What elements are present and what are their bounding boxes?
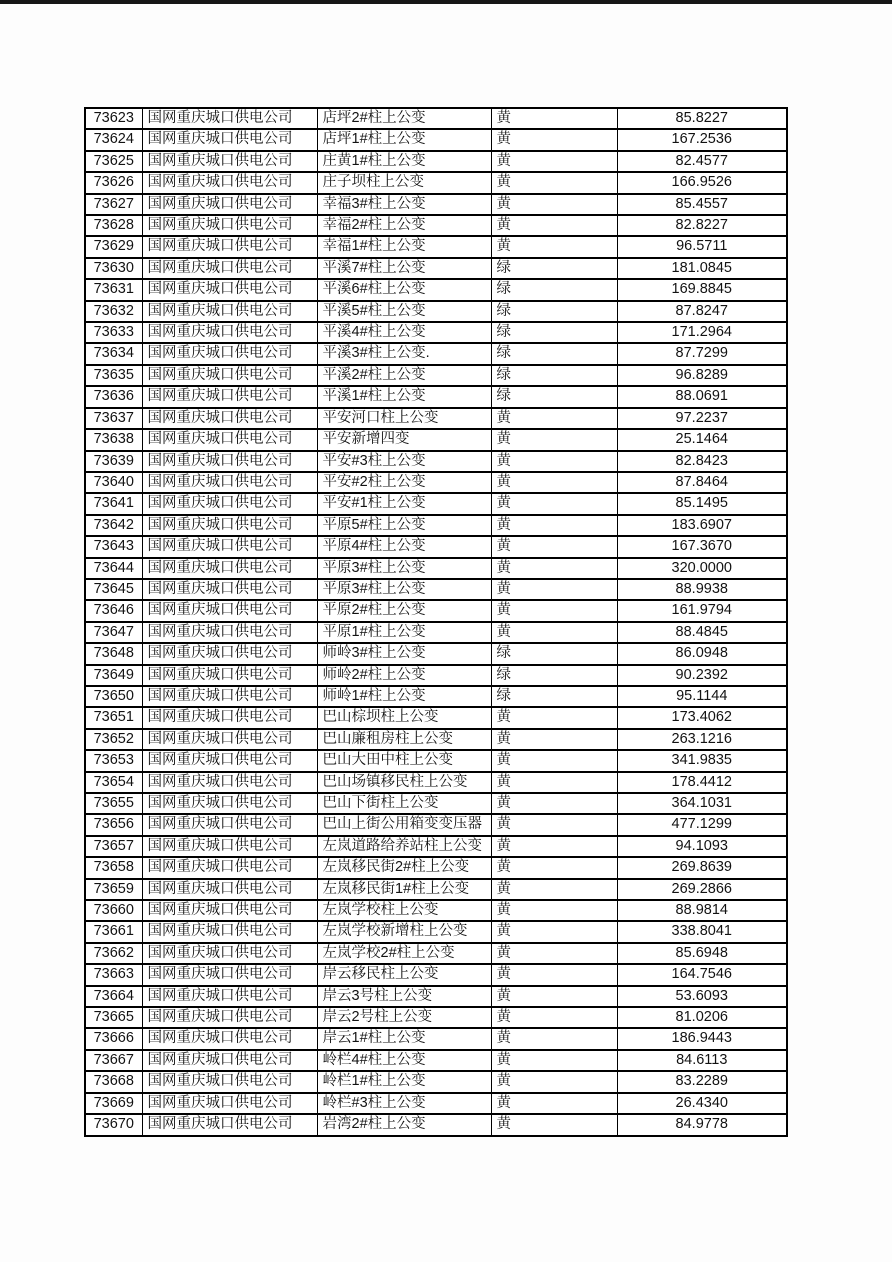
cell-company-name[interactable]: 国网重庆城口供电公司 bbox=[142, 386, 317, 407]
cell-device-name[interactable]: 巴山大田中柱上公变 bbox=[317, 750, 491, 771]
cell-value[interactable]: 87.8247 bbox=[617, 301, 787, 322]
cell-status-color[interactable]: 绿 bbox=[491, 686, 617, 707]
cell-value[interactable]: 269.2866 bbox=[617, 879, 787, 900]
cell-value[interactable]: 167.2536 bbox=[617, 129, 787, 150]
cell-company-name[interactable]: 国网重庆城口供电公司 bbox=[142, 686, 317, 707]
cell-value[interactable]: 82.8227 bbox=[617, 215, 787, 236]
window-top-edge bbox=[0, 0, 892, 4]
cell-status-color[interactable]: 黄 bbox=[491, 472, 617, 493]
cell-value[interactable]: 81.0206 bbox=[617, 1007, 787, 1028]
cell-row-id[interactable]: 73667 bbox=[85, 1050, 142, 1071]
cell-value[interactable]: 84.6113 bbox=[617, 1050, 787, 1071]
table-row bbox=[85, 129, 787, 150]
cell-value[interactable]: 186.9443 bbox=[617, 1028, 787, 1049]
cell-row-id[interactable]: 73627 bbox=[85, 194, 142, 215]
cell-row-id[interactable]: 73634 bbox=[85, 343, 142, 364]
cell-status-color[interactable]: 黄 bbox=[491, 964, 617, 985]
cell-row-id[interactable]: 73651 bbox=[85, 707, 142, 728]
cell-device-name[interactable]: 店坪1#柱上公变 bbox=[317, 129, 491, 150]
cell-company-name[interactable]: 国网重庆城口供电公司 bbox=[142, 772, 317, 793]
cell-device-name[interactable]: 幸福2#柱上公变 bbox=[317, 215, 491, 236]
cell-status-color[interactable]: 绿 bbox=[491, 258, 617, 279]
table-row bbox=[85, 600, 787, 621]
cell-row-id[interactable]: 73652 bbox=[85, 729, 142, 750]
cell-row-id[interactable]: 73654 bbox=[85, 772, 142, 793]
cell-status-color[interactable]: 黄 bbox=[491, 579, 617, 600]
cell-row-id[interactable]: 73653 bbox=[85, 750, 142, 771]
cell-row-id[interactable]: 73631 bbox=[85, 279, 142, 300]
table-row bbox=[85, 793, 787, 814]
cell-status-color[interactable]: 黄 bbox=[491, 515, 617, 536]
cell-company-name[interactable]: 国网重庆城口供电公司 bbox=[142, 643, 317, 664]
table-row bbox=[85, 1114, 787, 1135]
table-row bbox=[85, 215, 787, 236]
table-row bbox=[85, 108, 787, 129]
cell-company-name[interactable]: 国网重庆城口供电公司 bbox=[142, 1071, 317, 1092]
cell-company-name[interactable]: 国网重庆城口供电公司 bbox=[142, 943, 317, 964]
cell-value[interactable]: 90.2392 bbox=[617, 665, 787, 686]
cell-device-name[interactable]: 巴山廉租房柱上公变 bbox=[317, 729, 491, 750]
cell-device-name[interactable]: 平原5#柱上公变 bbox=[317, 515, 491, 536]
cell-status-color[interactable]: 黄 bbox=[491, 536, 617, 557]
cell-company-name[interactable]: 国网重庆城口供电公司 bbox=[142, 836, 317, 857]
cell-company-name[interactable]: 国网重庆城口供电公司 bbox=[142, 900, 317, 921]
cell-device-name[interactable]: 平安新增四变 bbox=[317, 429, 491, 450]
cell-value[interactable]: 477.1299 bbox=[617, 814, 787, 835]
cell-company-name[interactable]: 国网重庆城口供电公司 bbox=[142, 451, 317, 472]
cell-status-color[interactable]: 黄 bbox=[491, 215, 617, 236]
cell-device-name[interactable]: 平溪2#柱上公变 bbox=[317, 365, 491, 386]
cell-company-name[interactable]: 国网重庆城口供电公司 bbox=[142, 258, 317, 279]
cell-device-name[interactable]: 左岚道路给养站柱上公变 bbox=[317, 836, 491, 857]
table-row bbox=[85, 515, 787, 536]
table-row bbox=[85, 151, 787, 172]
table-row bbox=[85, 921, 787, 942]
cell-value[interactable]: 85.8227 bbox=[617, 108, 787, 129]
table-row bbox=[85, 1007, 787, 1028]
cell-row-id[interactable]: 73645 bbox=[85, 579, 142, 600]
cell-device-name[interactable]: 左岚学校新增柱上公变 bbox=[317, 921, 491, 942]
cell-value[interactable]: 84.9778 bbox=[617, 1114, 787, 1135]
cell-row-id[interactable]: 73657 bbox=[85, 836, 142, 857]
cell-company-name[interactable]: 国网重庆城口供电公司 bbox=[142, 600, 317, 621]
table-row bbox=[85, 451, 787, 472]
cell-company-name[interactable]: 国网重庆城口供电公司 bbox=[142, 986, 317, 1007]
table-row bbox=[85, 814, 787, 835]
cell-device-name[interactable]: 平溪5#柱上公变 bbox=[317, 301, 491, 322]
cell-company-name[interactable]: 国网重庆城口供电公司 bbox=[142, 1093, 317, 1114]
table-row bbox=[85, 279, 787, 300]
cell-value[interactable]: 364.1031 bbox=[617, 793, 787, 814]
cell-value[interactable]: 320.0000 bbox=[617, 558, 787, 579]
cell-company-name[interactable]: 国网重庆城口供电公司 bbox=[142, 921, 317, 942]
cell-value[interactable]: 96.8289 bbox=[617, 365, 787, 386]
cell-device-name[interactable]: 平原3#柱上公变 bbox=[317, 558, 491, 579]
cell-company-name[interactable]: 国网重庆城口供电公司 bbox=[142, 579, 317, 600]
cell-device-name[interactable]: 左岚移民街1#柱上公变 bbox=[317, 879, 491, 900]
cell-row-id[interactable]: 73630 bbox=[85, 258, 142, 279]
cell-company-name[interactable]: 国网重庆城口供电公司 bbox=[142, 108, 317, 129]
cell-status-color[interactable]: 绿 bbox=[491, 665, 617, 686]
cell-status-color[interactable]: 黄 bbox=[491, 451, 617, 472]
cell-company-name[interactable]: 国网重庆城口供电公司 bbox=[142, 493, 317, 514]
cell-company-name[interactable]: 国网重庆城口供电公司 bbox=[142, 408, 317, 429]
table-row bbox=[85, 236, 787, 257]
table-row bbox=[85, 1028, 787, 1049]
table-row bbox=[85, 1071, 787, 1092]
cell-device-name[interactable]: 左岚学校柱上公变 bbox=[317, 900, 491, 921]
cell-device-name[interactable]: 平溪4#柱上公变 bbox=[317, 322, 491, 343]
cell-status-color[interactable]: 黄 bbox=[491, 879, 617, 900]
cell-company-name[interactable]: 国网重庆城口供电公司 bbox=[142, 814, 317, 835]
cell-row-id[interactable]: 73632 bbox=[85, 301, 142, 322]
cell-status-color[interactable]: 绿 bbox=[491, 322, 617, 343]
table-row bbox=[85, 1093, 787, 1114]
cell-device-name[interactable]: 岸云2号柱上公变 bbox=[317, 1007, 491, 1028]
cell-row-id[interactable]: 73639 bbox=[85, 451, 142, 472]
cell-device-name[interactable]: 巴山上街公用箱变变压器 bbox=[317, 814, 491, 835]
cell-company-name[interactable]: 国网重庆城口供电公司 bbox=[142, 365, 317, 386]
table-row bbox=[85, 301, 787, 322]
cell-device-name[interactable]: 平原3#柱上公变 bbox=[317, 579, 491, 600]
cell-device-name[interactable]: 平原1#柱上公变 bbox=[317, 622, 491, 643]
cell-status-color[interactable]: 黄 bbox=[491, 1114, 617, 1135]
cell-status-color[interactable]: 黄 bbox=[491, 108, 617, 129]
cell-company-name[interactable]: 国网重庆城口供电公司 bbox=[142, 194, 317, 215]
cell-device-name[interactable]: 岩湾2#柱上公变 bbox=[317, 1114, 491, 1135]
cell-device-name[interactable]: 平溪1#柱上公变 bbox=[317, 386, 491, 407]
cell-status-color[interactable]: 黄 bbox=[491, 772, 617, 793]
table-row bbox=[85, 408, 787, 429]
cell-value[interactable]: 88.0691 bbox=[617, 386, 787, 407]
cell-company-name[interactable]: 国网重庆城口供电公司 bbox=[142, 322, 317, 343]
table-row bbox=[85, 729, 787, 750]
cell-value[interactable]: 26.4340 bbox=[617, 1093, 787, 1114]
cell-device-name[interactable]: 平安#3柱上公变 bbox=[317, 451, 491, 472]
cell-device-name[interactable]: 岭栏4#柱上公变 bbox=[317, 1050, 491, 1071]
cell-row-id[interactable]: 73636 bbox=[85, 386, 142, 407]
cell-status-color[interactable]: 黄 bbox=[491, 194, 617, 215]
cell-company-name[interactable]: 国网重庆城口供电公司 bbox=[142, 1114, 317, 1135]
table-body bbox=[85, 108, 787, 1136]
cell-value[interactable]: 97.2237 bbox=[617, 408, 787, 429]
cell-row-id[interactable]: 73626 bbox=[85, 172, 142, 193]
cell-device-name[interactable]: 岸云1#柱上公变 bbox=[317, 1028, 491, 1049]
table-row bbox=[85, 686, 787, 707]
cell-value[interactable]: 167.3670 bbox=[617, 536, 787, 557]
cell-value[interactable]: 25.1464 bbox=[617, 429, 787, 450]
table-row bbox=[85, 986, 787, 1007]
cell-value[interactable]: 85.1495 bbox=[617, 493, 787, 514]
cell-status-color[interactable]: 黄 bbox=[491, 943, 617, 964]
cell-company-name[interactable]: 国网重庆城口供电公司 bbox=[142, 279, 317, 300]
table-row bbox=[85, 343, 787, 364]
cell-value[interactable]: 169.8845 bbox=[617, 279, 787, 300]
cell-company-name[interactable]: 国网重庆城口供电公司 bbox=[142, 729, 317, 750]
cell-row-id[interactable]: 73655 bbox=[85, 793, 142, 814]
cell-company-name[interactable]: 国网重庆城口供电公司 bbox=[142, 622, 317, 643]
cell-value[interactable]: 178.4412 bbox=[617, 772, 787, 793]
cell-device-name[interactable]: 岭栏#3柱上公变 bbox=[317, 1093, 491, 1114]
table-row bbox=[85, 750, 787, 771]
cell-device-name[interactable]: 岸云3号柱上公变 bbox=[317, 986, 491, 1007]
cell-row-id[interactable]: 73643 bbox=[85, 536, 142, 557]
cell-company-name[interactable]: 国网重庆城口供电公司 bbox=[142, 515, 317, 536]
cell-value[interactable]: 183.6907 bbox=[617, 515, 787, 536]
cell-device-name[interactable]: 幸福1#柱上公变 bbox=[317, 236, 491, 257]
cell-row-id[interactable]: 73633 bbox=[85, 322, 142, 343]
table-row bbox=[85, 472, 787, 493]
cell-row-id[interactable]: 73635 bbox=[85, 365, 142, 386]
cell-status-color[interactable]: 黄 bbox=[491, 814, 617, 835]
cell-status-color[interactable]: 黄 bbox=[491, 172, 617, 193]
cell-row-id[interactable]: 73642 bbox=[85, 515, 142, 536]
table-row bbox=[85, 579, 787, 600]
cell-company-name[interactable]: 国网重庆城口供电公司 bbox=[142, 172, 317, 193]
cell-value[interactable]: 86.0948 bbox=[617, 643, 787, 664]
cell-value[interactable]: 88.9938 bbox=[617, 579, 787, 600]
table-row bbox=[85, 536, 787, 557]
table-row bbox=[85, 322, 787, 343]
cell-value[interactable]: 263.1216 bbox=[617, 729, 787, 750]
cell-device-name[interactable]: 庄黄1#柱上公变 bbox=[317, 151, 491, 172]
table-row bbox=[85, 943, 787, 964]
cell-value[interactable]: 82.4577 bbox=[617, 151, 787, 172]
cell-status-color[interactable]: 绿 bbox=[491, 279, 617, 300]
cell-status-color[interactable]: 黄 bbox=[491, 129, 617, 150]
cell-row-id[interactable]: 73641 bbox=[85, 493, 142, 514]
cell-status-color[interactable]: 绿 bbox=[491, 301, 617, 322]
cell-row-id[interactable]: 73662 bbox=[85, 943, 142, 964]
cell-status-color[interactable]: 黄 bbox=[491, 1093, 617, 1114]
cell-status-color[interactable]: 黄 bbox=[491, 558, 617, 579]
cell-value[interactable]: 94.1093 bbox=[617, 836, 787, 857]
table-row bbox=[85, 964, 787, 985]
cell-device-name[interactable]: 平溪6#柱上公变 bbox=[317, 279, 491, 300]
cell-row-id[interactable]: 73658 bbox=[85, 857, 142, 878]
cell-value[interactable]: 338.8041 bbox=[617, 921, 787, 942]
table-row bbox=[85, 665, 787, 686]
cell-device-name[interactable]: 平原4#柱上公变 bbox=[317, 536, 491, 557]
cell-status-color[interactable]: 黄 bbox=[491, 707, 617, 728]
cell-value[interactable]: 82.8423 bbox=[617, 451, 787, 472]
cell-company-name[interactable]: 国网重庆城口供电公司 bbox=[142, 857, 317, 878]
cell-device-name[interactable]: 平溪7#柱上公变 bbox=[317, 258, 491, 279]
cell-row-id[interactable]: 73638 bbox=[85, 429, 142, 450]
cell-status-color[interactable]: 绿 bbox=[491, 365, 617, 386]
table-row bbox=[85, 707, 787, 728]
cell-status-color[interactable]: 黄 bbox=[491, 986, 617, 1007]
table-row bbox=[85, 1050, 787, 1071]
cell-company-name[interactable]: 国网重庆城口供电公司 bbox=[142, 151, 317, 172]
table-row bbox=[85, 258, 787, 279]
cell-row-id[interactable]: 73644 bbox=[85, 558, 142, 579]
cell-company-name[interactable]: 国网重庆城口供电公司 bbox=[142, 215, 317, 236]
cell-row-id[interactable]: 73646 bbox=[85, 600, 142, 621]
cell-device-name[interactable]: 师岭3#柱上公变 bbox=[317, 643, 491, 664]
cell-value[interactable]: 87.8464 bbox=[617, 472, 787, 493]
cell-company-name[interactable]: 国网重庆城口供电公司 bbox=[142, 236, 317, 257]
cell-company-name[interactable]: 国网重庆城口供电公司 bbox=[142, 1028, 317, 1049]
table-row bbox=[85, 643, 787, 664]
cell-row-id[interactable]: 73625 bbox=[85, 151, 142, 172]
cell-status-color[interactable]: 黄 bbox=[491, 622, 617, 643]
cell-status-color[interactable]: 黄 bbox=[491, 408, 617, 429]
cell-row-id[interactable]: 73660 bbox=[85, 900, 142, 921]
cell-device-name[interactable]: 岸云移民柱上公变 bbox=[317, 964, 491, 985]
table-row bbox=[85, 836, 787, 857]
cell-company-name[interactable]: 国网重庆城口供电公司 bbox=[142, 536, 317, 557]
cell-status-color[interactable]: 黄 bbox=[491, 900, 617, 921]
cell-company-name[interactable]: 国网重庆城口供电公司 bbox=[142, 129, 317, 150]
cell-row-id[interactable]: 73623 bbox=[85, 108, 142, 129]
cell-value[interactable]: 161.9794 bbox=[617, 600, 787, 621]
cell-company-name[interactable]: 国网重庆城口供电公司 bbox=[142, 750, 317, 771]
cell-company-name[interactable]: 国网重庆城口供电公司 bbox=[142, 343, 317, 364]
cell-row-id[interactable]: 73669 bbox=[85, 1093, 142, 1114]
cell-status-color[interactable]: 黄 bbox=[491, 429, 617, 450]
cell-row-id[interactable]: 73666 bbox=[85, 1028, 142, 1049]
cell-device-name[interactable]: 平安#2柱上公变 bbox=[317, 472, 491, 493]
cell-row-id[interactable]: 73648 bbox=[85, 643, 142, 664]
cell-value[interactable]: 171.2964 bbox=[617, 322, 787, 343]
cell-status-color[interactable]: 黄 bbox=[491, 921, 617, 942]
cell-value[interactable]: 166.9526 bbox=[617, 172, 787, 193]
table-row bbox=[85, 622, 787, 643]
cell-status-color[interactable]: 黄 bbox=[491, 236, 617, 257]
cell-value[interactable]: 181.0845 bbox=[617, 258, 787, 279]
cell-value[interactable]: 96.5711 bbox=[617, 236, 787, 257]
table-row bbox=[85, 386, 787, 407]
cell-status-color[interactable]: 绿 bbox=[491, 643, 617, 664]
cell-row-id[interactable]: 73649 bbox=[85, 665, 142, 686]
cell-status-color[interactable]: 绿 bbox=[491, 386, 617, 407]
cell-company-name[interactable]: 国网重庆城口供电公司 bbox=[142, 1050, 317, 1071]
cell-device-name[interactable]: 巴山场镇移民柱上公变 bbox=[317, 772, 491, 793]
transformer-data-table bbox=[84, 107, 788, 1137]
cell-value[interactable]: 173.4062 bbox=[617, 707, 787, 728]
cell-row-id[interactable]: 73664 bbox=[85, 986, 142, 1007]
cell-value[interactable]: 85.6948 bbox=[617, 943, 787, 964]
table-row bbox=[85, 365, 787, 386]
cell-device-name[interactable]: 平原2#柱上公变 bbox=[317, 600, 491, 621]
cell-row-id[interactable]: 73624 bbox=[85, 129, 142, 150]
cell-company-name[interactable]: 国网重庆城口供电公司 bbox=[142, 707, 317, 728]
table-row bbox=[85, 772, 787, 793]
cell-device-name[interactable]: 平安河口柱上公变 bbox=[317, 408, 491, 429]
cell-device-name[interactable]: 巴山棕坝柱上公变 bbox=[317, 707, 491, 728]
cell-device-name[interactable]: 师岭2#柱上公变 bbox=[317, 665, 491, 686]
cell-device-name[interactable]: 左岚移民街2#柱上公变 bbox=[317, 857, 491, 878]
cell-company-name[interactable]: 国网重庆城口供电公司 bbox=[142, 964, 317, 985]
cell-status-color[interactable]: 黄 bbox=[491, 857, 617, 878]
cell-company-name[interactable]: 国网重庆城口供电公司 bbox=[142, 665, 317, 686]
cell-row-id[interactable]: 73668 bbox=[85, 1071, 142, 1092]
cell-status-color[interactable]: 黄 bbox=[491, 600, 617, 621]
cell-status-color[interactable]: 黄 bbox=[491, 750, 617, 771]
cell-value[interactable]: 269.8639 bbox=[617, 857, 787, 878]
table-row bbox=[85, 879, 787, 900]
cell-company-name[interactable]: 国网重庆城口供电公司 bbox=[142, 879, 317, 900]
cell-status-color[interactable]: 绿 bbox=[491, 343, 617, 364]
cell-row-id[interactable]: 73663 bbox=[85, 964, 142, 985]
cell-value[interactable]: 85.4557 bbox=[617, 194, 787, 215]
table-row bbox=[85, 857, 787, 878]
cell-status-color[interactable]: 黄 bbox=[491, 1071, 617, 1092]
cell-company-name[interactable]: 国网重庆城口供电公司 bbox=[142, 793, 317, 814]
cell-company-name[interactable]: 国网重庆城口供电公司 bbox=[142, 429, 317, 450]
table-row bbox=[85, 493, 787, 514]
cell-device-name[interactable]: 店坪2#柱上公变 bbox=[317, 108, 491, 129]
table-row bbox=[85, 900, 787, 921]
cell-row-id[interactable]: 73670 bbox=[85, 1114, 142, 1135]
cell-row-id[interactable]: 73665 bbox=[85, 1007, 142, 1028]
cell-value[interactable]: 341.9835 bbox=[617, 750, 787, 771]
cell-value[interactable]: 88.9814 bbox=[617, 900, 787, 921]
cell-device-name[interactable]: 岭栏1#柱上公变 bbox=[317, 1071, 491, 1092]
cell-value[interactable]: 87.7299 bbox=[617, 343, 787, 364]
cell-row-id[interactable]: 73628 bbox=[85, 215, 142, 236]
cell-value[interactable]: 95.1144 bbox=[617, 686, 787, 707]
cell-row-id[interactable]: 73629 bbox=[85, 236, 142, 257]
cell-value[interactable]: 88.4845 bbox=[617, 622, 787, 643]
cell-device-name[interactable]: 庄子坝柱上公变 bbox=[317, 172, 491, 193]
cell-device-name[interactable]: 平溪3#柱上公变. bbox=[317, 343, 491, 364]
cell-status-color[interactable]: 黄 bbox=[491, 493, 617, 514]
cell-status-color[interactable]: 黄 bbox=[491, 1028, 617, 1049]
table-row bbox=[85, 558, 787, 579]
cell-status-color[interactable]: 黄 bbox=[491, 836, 617, 857]
cell-row-id[interactable]: 73647 bbox=[85, 622, 142, 643]
cell-row-id[interactable]: 73650 bbox=[85, 686, 142, 707]
cell-row-id[interactable]: 73661 bbox=[85, 921, 142, 942]
cell-device-name[interactable]: 平安#1柱上公变 bbox=[317, 493, 491, 514]
cell-row-id[interactable]: 73640 bbox=[85, 472, 142, 493]
cell-value[interactable]: 83.2289 bbox=[617, 1071, 787, 1092]
cell-company-name[interactable]: 国网重庆城口供电公司 bbox=[142, 558, 317, 579]
cell-device-name[interactable]: 幸福3#柱上公变 bbox=[317, 194, 491, 215]
cell-device-name[interactable]: 师岭1#柱上公变 bbox=[317, 686, 491, 707]
cell-row-id[interactable]: 73656 bbox=[85, 814, 142, 835]
cell-status-color[interactable]: 黄 bbox=[491, 1007, 617, 1028]
table-row bbox=[85, 194, 787, 215]
cell-value[interactable]: 53.6093 bbox=[617, 986, 787, 1007]
cell-status-color[interactable]: 黄 bbox=[491, 1050, 617, 1071]
cell-status-color[interactable]: 黄 bbox=[491, 729, 617, 750]
cell-value[interactable]: 164.7546 bbox=[617, 964, 787, 985]
cell-status-color[interactable]: 黄 bbox=[491, 151, 617, 172]
cell-company-name[interactable]: 国网重庆城口供电公司 bbox=[142, 1007, 317, 1028]
cell-company-name[interactable]: 国网重庆城口供电公司 bbox=[142, 301, 317, 322]
cell-device-name[interactable]: 左岚学校2#柱上公变 bbox=[317, 943, 491, 964]
cell-device-name[interactable]: 巴山下街柱上公变 bbox=[317, 793, 491, 814]
cell-row-id[interactable]: 73637 bbox=[85, 408, 142, 429]
cell-status-color[interactable]: 黄 bbox=[491, 793, 617, 814]
cell-company-name[interactable]: 国网重庆城口供电公司 bbox=[142, 472, 317, 493]
cell-row-id[interactable]: 73659 bbox=[85, 879, 142, 900]
table-row bbox=[85, 172, 787, 193]
table-row bbox=[85, 429, 787, 450]
